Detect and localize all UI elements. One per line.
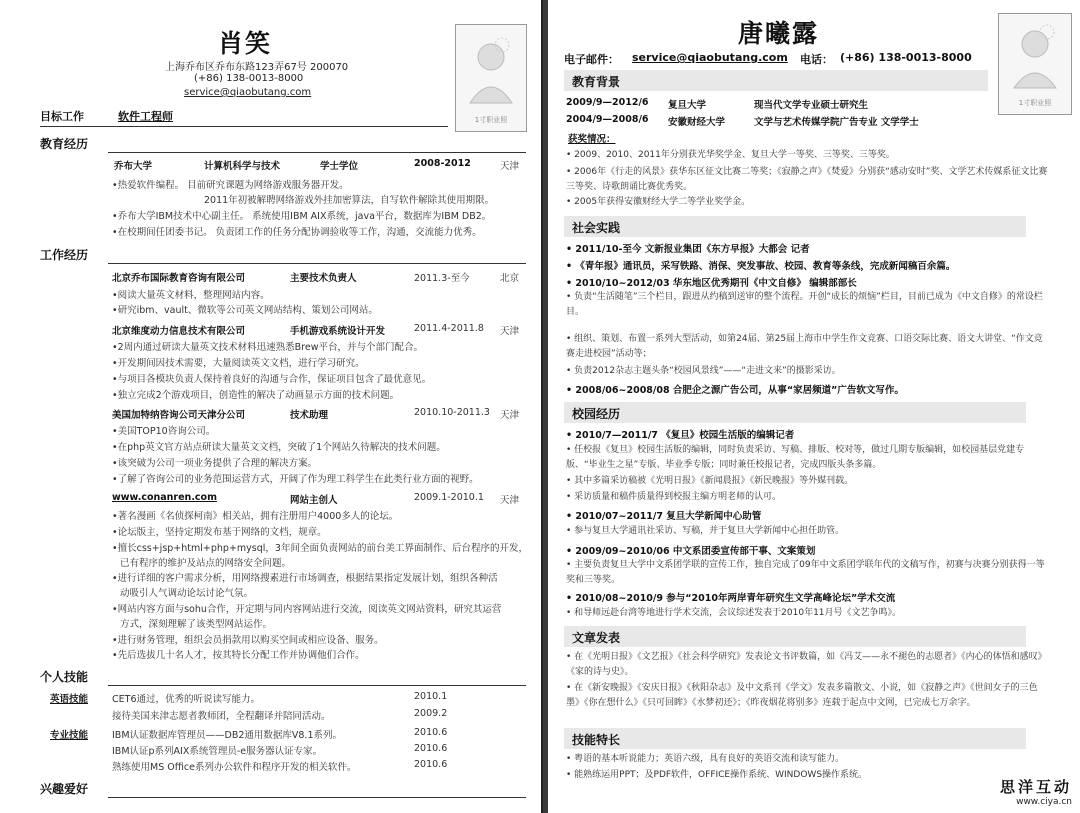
edu-section-header [564, 70, 988, 91]
campus-line: • 主要负责复旦大学中文系团学联的宣传工作，独自完成了09年中文系团学联年代的文稿写作，初赛与决赛分别获得一等奖和三等奖。 [566, 560, 1045, 585]
skill-line: IBM认证数据库管理员——DB2通用数据库V8.1系列。 [112, 730, 342, 741]
social-line: • 负责2012杂志主题头条“校园风景线”——“走进文来”的摄影采访。 [566, 366, 841, 376]
resume-page-right [548, 0, 1080, 813]
award-line: • 2006年《行走的风景》获华东区征文比赛二等奖；《寂静之声》《焚爱》分别获“感动安时”奖、文学艺术传媒系征文比赛三等奖、诗歌朗诵比赛优秀奖。 [566, 167, 1048, 192]
job-role: 手机游戏系统设计开发 [290, 326, 386, 337]
job-date: 2010.10-2011.3 [414, 407, 490, 418]
edu-line: •在校期间任团委书记。 负责团工作的任务分配协调验收等工作，沟通，交流能力优秀。 [112, 227, 482, 238]
education-title: 教育经历 [40, 137, 89, 151]
edu-line: •乔布大学IBM技术中心副主任。 系统使用IBM AIX系统，java平台，数据库为IBM DB2。 [112, 211, 492, 222]
person-silhouette-icon [456, 25, 526, 115]
watermark-title: 思洋互动 [999, 778, 1072, 796]
job-line: 方式，深刻理解了该类型网站运作。 [120, 619, 273, 630]
award-line: • 2009、2010、2011年分别获光华奖学金、复旦大学一等奖、三等奖、三等奖。 [566, 150, 895, 160]
phone: (+86) 138-0013-8000 [840, 51, 972, 64]
skill-line: 熟练使用MS Office系列办公软件和程序开发的相关软件。 [112, 762, 357, 773]
job-line: •先后选拔几十名人才，按其特长分配工作并协调他们合作。 [112, 650, 365, 661]
campus-line: • 2009/09~2010/06 中文系团委宣传部干事、文案策划 [566, 546, 816, 557]
pub-line: • 在《新安晚报》《安庆日报》《秋阳杂志》及中文系刊《学文》发表多篇散文、小说，如《寂静之声》《世间女子的三色墨》《你在想什么》《只可回眸》《水梦初还》；《昨夜烟花将别多》连载于起点中文网，已完成七万余字。 [566, 683, 1038, 708]
english-skill-label: 英语技能 [50, 694, 89, 705]
social-line: • 负责“生活随笔”三个栏目，跟进从约稿到送审的整个流程。开创“成长的烦恼”栏目，目前已成为《中文自修》的常设栏目。 [566, 292, 1043, 317]
edu-degree: 学士学位 [320, 161, 359, 172]
divider [40, 126, 448, 127]
job-line: 已有程序的维护及站点的网络安全问题。 [120, 558, 292, 569]
objective-value: 软件工程师 [118, 110, 173, 123]
skill-line: 接待美国来津志愿者教师团，全程翻译并陪同活动。 [112, 711, 331, 722]
skill-date: 2010.6 [414, 759, 448, 770]
social-section-header [564, 216, 1026, 237]
objective-label: 目标工作 [40, 110, 84, 123]
skill-date: 2010.6 [414, 743, 448, 754]
job-line: •著名漫画《名侦探柯南》相关站，拥有注册用户4000多人的论坛。 [112, 511, 399, 522]
job-company-link[interactable]: www.conanren.com [112, 492, 217, 503]
job-line: 动吸引人气调动论坛讨论气氛。 [120, 588, 254, 599]
job-line: •该突破为公司一项业务提供了合理的解决方案。 [112, 458, 318, 469]
campus-line: • 2010/07~2011/7 复旦大学新闻中心助管 [566, 511, 762, 522]
watermark-url: www.ciya.cn [1016, 797, 1072, 807]
email-link[interactable]: service@qiaobutang.com [632, 51, 788, 64]
social-title: 社会实践 [572, 221, 621, 235]
skill-section-header [564, 728, 1026, 749]
job-company: 北京维度动力信息技术有限公司 [112, 326, 246, 337]
award-line: • 2005年获得安徽财经大学二等学业奖学金。 [566, 197, 751, 207]
campus-line: • 和导师远赴台湾等地进行学术交流，会议综述发表于2010年11月号《文艺争鸣》。 [566, 608, 902, 618]
edu-school: 乔布大学 [114, 161, 153, 172]
job-line: •进行财务管理，组织会员捐款用以购买空间或相应设备、服务。 [112, 635, 384, 646]
divider [108, 797, 526, 798]
pub-title: 文章发表 [572, 631, 621, 645]
job-line: •网站内容方面与sohu合作，开定期与同内容网站进行交流，阅读英文网站资料，研究其运营 [112, 604, 502, 615]
skill-line: CET6通过，优秀的听说读写能力。 [112, 694, 260, 705]
pub-line: • 在《光明日报》《文艺报》《社会科学研究》发表论文书评数篇，如《冯艾——永不褪色的志愿者》《内心的体悟和感叹》《家的诗与史》。 [566, 652, 1047, 677]
campus-line: • 2010/7—2011/7 《复旦》校园生活版的编辑记者 [566, 430, 795, 441]
job-line: •研究ibm、vault、微软等公司英文网站结构、策划公司网站。 [112, 305, 378, 316]
job-line: •独立完成2个游戏项目，创造性的解决了动画显示方面的技术问题。 [112, 390, 400, 401]
job-line: •阅读大量英文材料，整理网站内容。 [112, 290, 270, 301]
job-line: •开发期间因技术需要，大量阅读英文文档，进行学习研究。 [112, 358, 365, 369]
job-city: 天津 [500, 326, 520, 337]
skill-line: • 能熟练运用PPT；及PDF软件，OFFICE操作系统、WINDOWS操作系统。 [566, 770, 868, 780]
campus-line: • 任校报《复旦》校园生活版的编辑，同时负责采访、写稿、排版、校对等，做过几期专版编辑，如校园基层党建专版、“毕业生之星”专版、毕业季专版；同时兼任校报记者，完成四版头条多篇。 [566, 445, 1025, 470]
edu-date: 2004/9—2008/6 [566, 114, 649, 125]
job-company: 北京乔布国际教育咨询有限公司 [112, 273, 246, 284]
job-line: •了解了咨询公司的业务范围运营方式，开阔了作为理工科学生在此类行业方面的视野。 [112, 474, 479, 485]
job-line: •2周内通过研读大量英文技术材料迅速熟悉Brew平台，并与个部门配合。 [112, 342, 423, 353]
pro-skill-label: 专业技能 [50, 730, 89, 741]
job-company: 美国加特纳咨询公司天津分公司 [112, 410, 246, 421]
skill-title: 技能特长 [572, 733, 621, 747]
social-line: • 2008/06~2008/08 合肥企之源广告公司，从事“家居频道”广告软文写作。 [566, 385, 904, 396]
job-date: 2009.1-2010.1 [414, 492, 484, 503]
job-city: 天津 [500, 410, 520, 421]
campus-line: • 其中多篇采访稿被《光明日报》《新闻晨报》《新民晚报》等外媒刊载。 [566, 476, 854, 486]
edu-date: 2008-2012 [414, 158, 471, 169]
job-line: •擅长css+jsp+html+php+mysql，3年间全面负责网站的前台美工界面制作、后台程序的开发， [112, 543, 528, 554]
edu-desc: 文学与艺术传媒学院广告专业 文学学士 [754, 117, 919, 128]
email-label: 电子邮件： [564, 53, 619, 66]
address: 上海乔布区乔布东路123弄67号 200070 [165, 62, 349, 73]
work-title: 工作经历 [40, 248, 89, 262]
social-line: • 2010/10~2012/03 华东地区优秀期刊《中文自修》 编辑部部长 [566, 278, 857, 289]
job-role: 主要技术负责人 [290, 273, 357, 284]
skill-line: • 粤语的基本听说能力；英语六级，具有良好的英语交流和读写能力。 [566, 754, 845, 764]
campus-title: 校园经历 [572, 407, 621, 421]
skills-title: 个人技能 [40, 670, 89, 684]
edu-title: 教育背景 [572, 75, 621, 89]
job-city: 天津 [500, 495, 520, 506]
hobby-title: 兴趣爱好 [40, 782, 89, 796]
photo-caption: 1寸职业照 [1018, 99, 1052, 107]
phone: (+86) 138-0013-8000 [194, 73, 304, 84]
skill-date: 2009.2 [414, 708, 448, 719]
divider [108, 685, 526, 686]
photo-placeholder [998, 13, 1072, 115]
edu-school: 复旦大学 [668, 100, 707, 111]
campus-section-header [564, 402, 1026, 423]
watermark [1000, 776, 1072, 807]
job-role: 技术助理 [290, 410, 329, 421]
candidate-name: 唐曦露 [738, 19, 820, 48]
edu-date: 2009/9—2012/6 [566, 97, 649, 108]
skill-date: 2010.6 [414, 727, 448, 738]
edu-school: 安徽财经大学 [668, 117, 726, 128]
job-date: 2011.3-至今 [414, 273, 470, 284]
campus-line: • 参与复旦大学通讯社采访、写稿，并于复旦大学新闻中心担任助管。 [566, 526, 845, 536]
awards-label: 获奖情况： [568, 134, 616, 145]
job-date: 2011.4-2011.8 [414, 323, 484, 334]
job-role: 网站主创人 [290, 495, 338, 506]
edu-major: 计算机科学与技术 [204, 161, 281, 172]
person-silhouette-icon [999, 14, 1071, 98]
photo-caption: 1寸职业照 [474, 116, 508, 124]
campus-line: • 2010/08~2010/9 参与“2010年两岸青年研究生文学高峰论坛”学术交流 [566, 593, 896, 604]
skill-date: 2010.1 [414, 691, 448, 702]
edu-line: •热爱软件编程。 目前研究课题为网络游戏服务器开发。 [112, 180, 349, 191]
email-link[interactable]: service@qiaobutang.com [184, 87, 312, 98]
pub-section-header [564, 626, 1026, 647]
social-line: • 2011/10-至今 文新报业集团《东方早报》大都会 记者 [566, 244, 810, 255]
job-line: •与项目各模块负责人保持着良好的沟通与合作，保证项目包含了最优意见。 [112, 374, 432, 385]
edu-city: 天津 [500, 161, 520, 172]
phone-label: 电话： [800, 53, 833, 66]
social-line: • 《青年报》通讯员，采写铁路、消保、突发事故、校园、教育等条线，完成新闻稿百余篇。 [566, 261, 956, 272]
edu-desc: 现当代文学专业硕士研究生 [754, 100, 869, 111]
social-line: • 组织、策划、布置一系列大型活动，如第24届、第25届上海市中学生作文竞赛、口语交际比赛、语文大讲堂、“作文竞赛走进校园”活动等； [566, 334, 1043, 359]
job-line: •在php英文官方站点研读大量英文文档，突破了1个网站久待解决的技术问题。 [112, 442, 446, 453]
job-city: 北京 [500, 273, 520, 284]
job-line: •美国TOP10咨询公司。 [112, 426, 216, 437]
job-line: •进行详细的客户需求分析，用网络搜素进行市场调查，根据结果指定发展计划，组织各种活 [112, 573, 498, 584]
edu-line: 2011年初被解聘网络游戏外挂加密算法，自写软件解除其使用期限。 [204, 195, 495, 206]
campus-line: • 采访质量和稿件质量得到校报主编方明老师的认可。 [566, 492, 782, 502]
candidate-name: 肖笑 [218, 29, 273, 58]
photo-placeholder [455, 24, 527, 132]
divider [108, 263, 526, 264]
divider [108, 152, 526, 153]
job-line: •论坛版主，坚持定期发布基于网络的文档，规章。 [112, 527, 327, 538]
skill-line: IBM认证p系列AIX系统管理员-e服务器认证专家。 [112, 746, 323, 757]
